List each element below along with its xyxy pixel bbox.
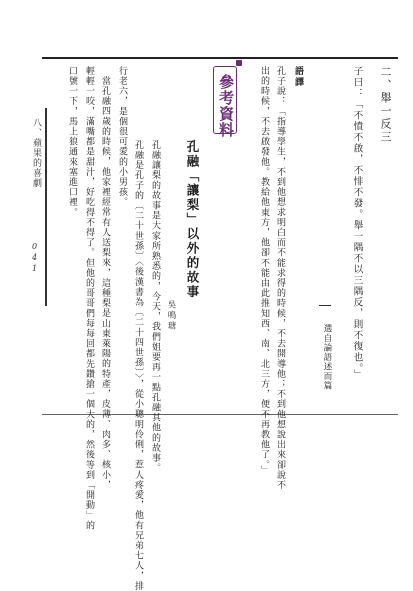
- reference-marker: [236, 60, 242, 66]
- translation-line: 出的時候，不去啟發他。教給他東方，他卻不能由此推知西、南、北三方，便不再教他了。」: [259, 66, 269, 476]
- quote-line: 子曰：「不憤不啟，不悱不發。舉一隅不以三隅反，則不復也。」: [351, 66, 363, 381]
- source-citation: 選自論語述而篇: [322, 324, 332, 391]
- page-number: 041: [30, 242, 39, 275]
- article-line: 口號一下，馬上狼通來塞進口裡。: [67, 66, 77, 218]
- article-line: 孔融讓梨的故事是大家所熟悉的，今天，我們姐要再一點孔融其他的故事。: [150, 140, 160, 474]
- article-line: 孔融是孔子的〔二十世孫〕〈後漢書為〔二十四世孫〕〉，從小聰明伶俐，惹人疼愛，他有兄弟七人，排: [133, 140, 143, 591]
- reference-title: 參考資料: [217, 74, 235, 138]
- spine-rule: [45, 108, 47, 306]
- article-line: 輕輕一咬，滿嘴都是甜汁，好吃得不得了。但他的哥哥們每每回都先鑽搶一個大的，然後等到「開動」的: [84, 66, 94, 531]
- bottom-rule: [42, 414, 398, 415]
- translation-label: 語譯: [293, 66, 303, 88]
- article-title: 孔融「讓梨」以外的故事: [185, 140, 200, 300]
- source-dash: [319, 305, 331, 306]
- translation-line: 孔子說：「指導學生，不到他想求明白而不能求得的時候，不去開導他；不到他想說出來卻說不: [275, 66, 285, 491]
- article-line: 行老六，是個很可愛的小男孩。: [117, 66, 127, 208]
- section-heading: 二、舉一反三: [379, 66, 392, 144]
- article-line: 當孔融四歲的時候，他家裡經常有人送梨來，這種梨是山東萊陽的特產，皮薄、肉多、核小，: [100, 76, 110, 491]
- running-header: 八、蘋果的喜劇: [31, 118, 41, 188]
- article-author: 吳鳴瑭: [166, 300, 176, 332]
- top-rule: [42, 57, 398, 59]
